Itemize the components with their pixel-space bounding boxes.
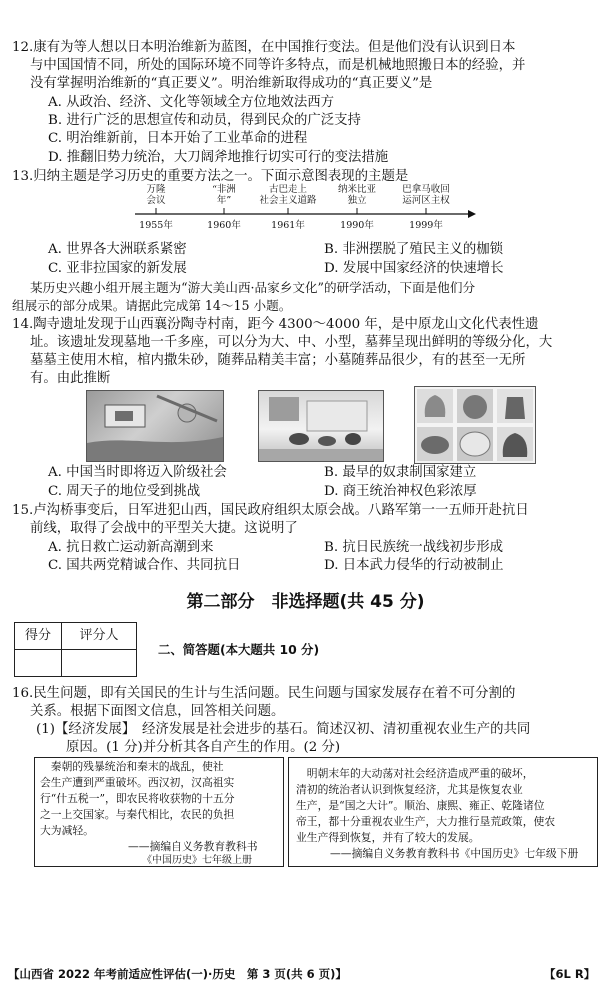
source-left-line1: 秦朝的残暴统治和秦末的战乱，使社 (40, 760, 224, 773)
q14-stem-line1: 14.陶寺遗址发现于山西襄汾陶寺村南，距今 4300～4000 年，是中原龙山文化代表性遗 (12, 317, 539, 332)
source-left-citation2: 《中国历史》七年级上册 (142, 855, 252, 866)
q13-option-b: B. 非洲摆脱了殖民主义的枷锁 (324, 242, 504, 257)
q13-timeline (130, 184, 480, 236)
grader-label: 评分人 (62, 623, 137, 650)
q14-stem-line3: 墓墓主使用木棺，棺内撒朱砂，随葬品精美丰富；小墓随葬品很少，有的甚至一无所 (30, 353, 526, 368)
source-right-line2: 清初的统治者认识到恢复经济，尤其是恢复农业 (296, 783, 523, 796)
q12-stem-line1: 12.康有为等人想以日本明治维新为蓝图，在中国推行变法。但是他们没有认识到日本 (12, 40, 516, 55)
q12-stem-line2: 与中国国情不同，所处的国际环境不同等许多特点，而是机械地照搬日本的经验，并 (30, 58, 526, 73)
q14-option-b: B. 最早的奴隶制国家建立 (324, 465, 477, 480)
q16-sub1-line1: (1)【经济发展】 经济发展是社会进步的基石。简述汉初、清初重视农业生产的共同 (36, 722, 531, 737)
q12-option-a: A. 从政治、经济、文化等领域全方位地效法西方 (48, 95, 334, 110)
timeline-year: 1960年 (207, 220, 241, 231)
timeline-event: 古巴走上 社会主义道路 (259, 184, 317, 206)
timeline-year: 1961年 (271, 220, 305, 231)
source-left-line2: 会生产遭到严重破坏。西汉初，汉高祖实 (40, 776, 235, 789)
museum-display-photo (258, 390, 384, 462)
q15-option-c: C. 国共两党精诚合作、共同抗日 (48, 558, 241, 573)
pottery-artifacts-photo (414, 386, 536, 464)
part2-title: 第二部分 非选择题(共 45 分) (186, 592, 425, 612)
q14-option-d: D. 商王统治神权色彩浓厚 (324, 484, 477, 499)
q12-option-d: D. 推翻旧势力统治，大刀阔斧地推行切实可行的变法措施 (48, 150, 389, 165)
source-right-line5: 业生产得到恢复，并有了较大的发展。 (296, 831, 480, 844)
timeline-event: 巴拿马收回 运河区主权 (402, 184, 450, 206)
section-heading: 二、简答题(本大题共 10 分) (158, 642, 320, 657)
score-label: 得分 (15, 623, 62, 650)
source-right-line3: 生产，是“国之大计”。顺治、康熙、雍正、乾隆诸位 (296, 799, 545, 812)
source-left-citation1: ——摘编自义务教育教科书 (128, 840, 258, 853)
q12-option-c: C. 明治维新前，日本开始了工业革命的进程 (48, 131, 308, 146)
q13-option-c: C. 亚非拉国家的新发展 (48, 261, 187, 276)
footer-right: 【6L R】 (544, 967, 596, 981)
intro-line1: 某历史兴趣小组开展主题为“游大美山西·品家乡文化”的研学活动，下面是他们分 (30, 280, 476, 295)
intro-line2: 组展示的部分成果。请据此完成第 14～15 小题。 (12, 298, 292, 313)
pottery-photo-shapes (415, 387, 535, 463)
q13-stem: 13.归纳主题是学习历史的重要方法之一。下面示意图表现的主题是 (12, 169, 409, 184)
site-photo-shapes (87, 391, 223, 461)
source-right-citation: ——摘编自义务教育教科书《中国历史》七年级下册 (330, 847, 579, 860)
q13-option-d: D. 发展中国家经济的快速增长 (324, 261, 504, 276)
q15-option-a: A. 抗日救亡运动新高潮到来 (48, 540, 214, 555)
score-cell[interactable] (15, 650, 62, 677)
q16-sub1-line2: 原因。(1 分)并分析其各自产生的作用。(2 分) (66, 740, 341, 755)
q16-stem-line2: 关系。根据下面图文信息，回答相关问题。 (30, 704, 285, 719)
grader-cell[interactable] (62, 650, 137, 677)
q15-stem-line1: 15.卢沟桥事变后，日军进犯山西，国民政府组织太原会战。八路军第一一五师开赴抗日 (12, 503, 529, 518)
q13-option-a: A. 世界各大洲联系紧密 (48, 242, 187, 257)
footer-left: 【山西省 2022 年考前适应性评估(一)·历史 第 3 页(共 6 页)】 (8, 967, 347, 981)
q12-stem-line3: 没有掌握明治维新的“真正要义”。明治维新取得成功的“真正要义”是 (30, 76, 433, 91)
museum-photo-shapes (259, 391, 383, 461)
source-right-line1: 明朝末年的大动荡对社会经济造成严重的破坏， (296, 767, 534, 780)
aerial-site-photo (86, 390, 224, 462)
q16-stem-line1: 16.民生问题，即有关国民的生计与生活问题。民生问题与国家发展存在着不可分割的 (12, 686, 516, 701)
timeline-event: 万隆 会议 (146, 184, 166, 206)
source-left-line5: 大为减轻。 (40, 824, 94, 837)
source-right-line4: 帝王，都十分重视农业生产，大力推行垦荒政策，使农 (296, 815, 556, 828)
timeline-event: “非洲 年” (212, 184, 236, 206)
q14-option-c: C. 周天子的地位受到挑战 (48, 484, 201, 499)
timeline-event: 纳米比亚 独立 (337, 184, 376, 206)
source-left-line4: 之一上交国家。与秦代相比，农民的负担 (40, 808, 235, 821)
score-table (14, 622, 137, 677)
q15-option-d: D. 日本武力侵华的行动被制止 (324, 558, 504, 573)
timeline-year: 1999年 (409, 220, 443, 231)
source-left-line3: 行“什五税一”，即农民将收获物的十五分 (40, 792, 235, 805)
q14-option-a: A. 中国当时即将迈入阶级社会 (48, 465, 227, 480)
q14-stem-line4: 有。由此推断 (30, 371, 111, 386)
q15-stem-line2: 前线，取得了会战中的平型关大捷。这说明了 (30, 521, 298, 536)
timeline-year: 1990年 (340, 220, 374, 231)
q15-option-b: B. 抗日民族统一战线初步形成 (324, 540, 504, 555)
q12-option-b: B. 进行广泛的思想宣传和动员，得到民众的广泛支持 (48, 113, 361, 128)
timeline-year: 1955年 (139, 220, 173, 231)
q14-stem-line2: 址。该遗址发现墓地一千多座，可以分为大、中、小型，墓葬呈现出鲜明的等级分化，大 (30, 335, 553, 350)
